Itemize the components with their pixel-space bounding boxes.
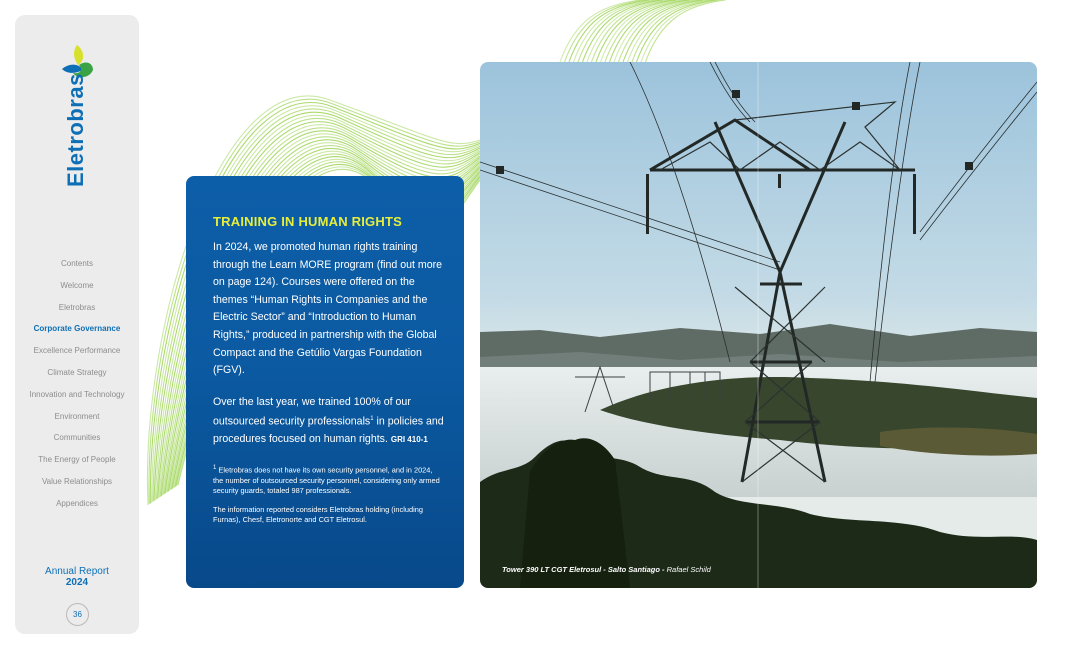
nav-item-appendices[interactable]: Appendices bbox=[56, 498, 98, 508]
photo-illustration bbox=[480, 62, 1037, 588]
footnote-ref[interactable]: 1 bbox=[370, 416, 374, 423]
nav-item-eletrobras[interactable]: Eletrobras bbox=[58, 302, 96, 312]
nav-item-welcome[interactable]: Welcome bbox=[60, 280, 94, 290]
nav-item-value-relationships[interactable]: Value Relationships bbox=[41, 476, 113, 486]
gri-tag: GRI 410-1 bbox=[390, 435, 428, 445]
card-title: TRAINING IN HUMAN RIGHTS bbox=[213, 214, 402, 229]
training-card bbox=[186, 176, 464, 588]
nav-item-corporate-governance[interactable]: Corporate Governance bbox=[33, 324, 121, 334]
report-label: Annual Report bbox=[45, 566, 109, 577]
nav-item-contents[interactable]: Contents bbox=[60, 259, 94, 268]
report-year: 2024 bbox=[65, 577, 89, 588]
footnote-text: Eletrobras does not have its own security personnel, and in 2024, the number of outsourced security personnel, considering only armed security guards, totaled 987 professionals. bbox=[213, 465, 440, 496]
nav-item-communities[interactable]: Communities bbox=[53, 433, 101, 443]
nav-item-environment[interactable]: Environment bbox=[54, 411, 100, 421]
caption-text: Tower 390 LT CGT Eletrosul - Salto Santiago - bbox=[502, 565, 665, 574]
sidebar bbox=[15, 15, 139, 634]
footnote bbox=[213, 463, 444, 497]
nav-item-excellence-performance[interactable]: Excellence Performance bbox=[33, 346, 121, 356]
footnote-marker: 1 bbox=[213, 465, 217, 472]
paragraph-2-text-end: in policies and procedures focused on human rights. bbox=[213, 415, 444, 446]
card-paragraph-1: In 2024, we promoted human rights training through the Learn MORE program (find out more on page 124). Courses were offered on the themes “Human Rights in Companies and the Electric Sector” and “Introduction to Human Rights,” produced in partnership with the Global Compact and the Getúlio Vargas Foundation (FGV). bbox=[213, 241, 443, 377]
nav-item-the-energy-of-people[interactable]: The Energy of People bbox=[38, 455, 116, 465]
annual-report-label bbox=[15, 566, 139, 588]
nav-item-climate-strategy[interactable]: Climate Strategy bbox=[47, 367, 107, 377]
nav-item-innovation-and-technology[interactable]: Innovation and Technology bbox=[29, 389, 125, 399]
page-number: 36 bbox=[66, 603, 89, 626]
card-paragraph-2 bbox=[213, 394, 444, 449]
transmission-tower-photo bbox=[480, 62, 1037, 588]
section-nav bbox=[15, 253, 139, 515]
photo-caption bbox=[502, 565, 711, 574]
brand-wordmark: Eletrobras bbox=[63, 73, 88, 187]
photo-credit: Rafael Schild bbox=[666, 565, 711, 574]
info-note: The information reported considers Eletrobras holding (including Furnas), Chesf, Eletronorte and CGT Eletrosul. bbox=[213, 504, 423, 525]
paragraph-2-text: Over the last year, we trained 100% of our outsourced security professionals bbox=[213, 395, 411, 428]
